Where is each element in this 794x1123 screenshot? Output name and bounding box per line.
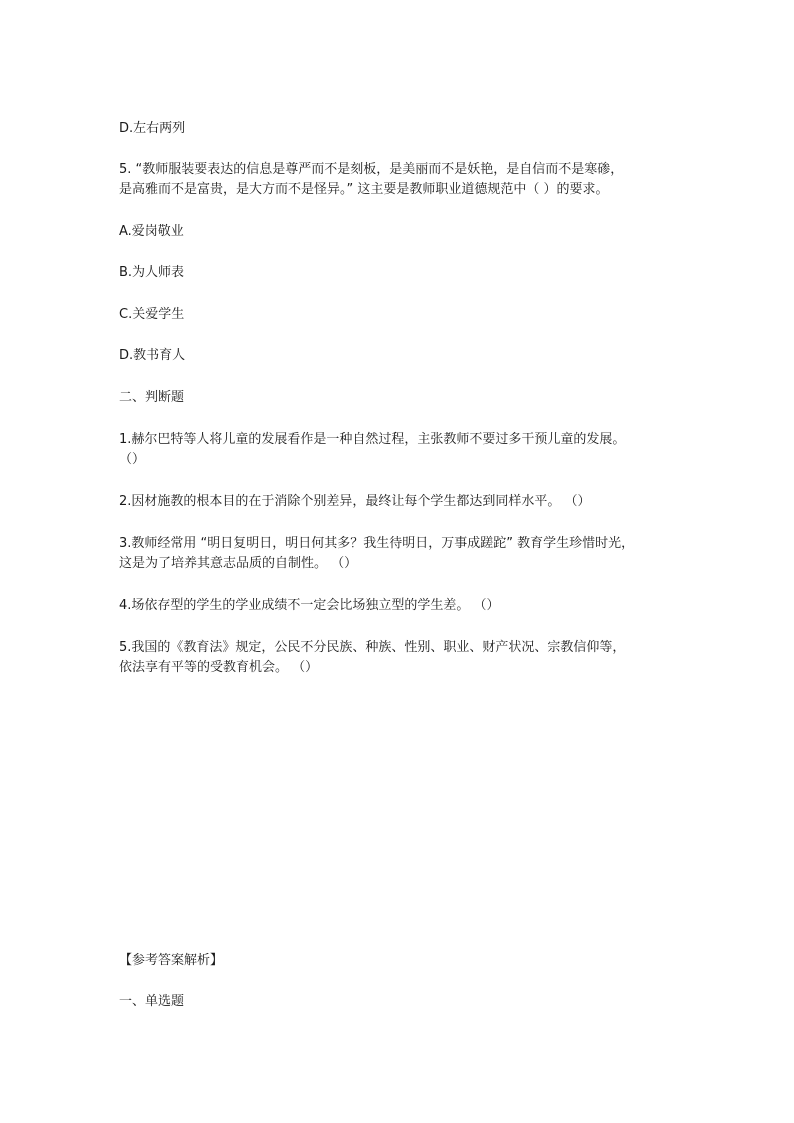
section2-title: 二、判断题 <box>119 390 185 405</box>
judgment-item-5-line2: 依法享有平等的受教育机会。 （） <box>119 660 319 675</box>
q5-stem <box>119 160 679 200</box>
judgment-item-2: 2.因材施教的根本目的在于消除个别差异，最终让每个学生都达到同样水平。 （） <box>119 494 591 509</box>
answer-section1-title: 一、单选题 <box>119 994 185 1009</box>
q5-stem-line1: 5. “教师服装要表达的信息是尊严而不是刻板，是美丽而不是妖艳，是自信而不是寒碜， <box>119 162 624 177</box>
judgment-item-3-line1: 3.教师经常用 “明日复明日，明日何其多？我生待明日，万事成蹉跎” 教育学生珍惜时光， <box>119 536 635 551</box>
judgment-item-1-line1: 1.赫尔巴特等人将儿童的发展看作是一种自然过程，主张教师不要过多干预儿童的发展。 <box>119 432 626 447</box>
q5-stem-line2: 是高雅而不是富贵，是大方而不是怪异。” 这主要是教师职业道德规范中（ ）的要求。 <box>119 182 609 197</box>
q5-option-b: B.为人师表 <box>119 265 185 280</box>
judgment-item-4: 4.场依存型的学生的学业成绩不一定会比场独立型的学生差。 （） <box>119 598 500 613</box>
judgment-item-1-line2: （） <box>119 452 146 467</box>
q5-option-a: A.爱岗敬业 <box>119 224 184 239</box>
judgment-item-5 <box>119 638 679 678</box>
judgment-item-5-line1: 5.我国的《教育法》规定，公民不分民族、种族、性别、职业、财产状况、宗教信仰等， <box>119 640 626 655</box>
answer-heading: 【参考答案解析】 <box>119 953 224 968</box>
judgment-item-1 <box>119 430 679 470</box>
q5-option-c: C.关爱学生 <box>119 307 185 322</box>
judgment-item-3-line2: 这是为了培养其意志品质的自制性。 （） <box>119 556 358 571</box>
q4-option-d: D.左右两列 <box>119 121 186 136</box>
judgment-item-3 <box>119 534 679 574</box>
q5-option-d: D.教书育人 <box>119 348 186 363</box>
